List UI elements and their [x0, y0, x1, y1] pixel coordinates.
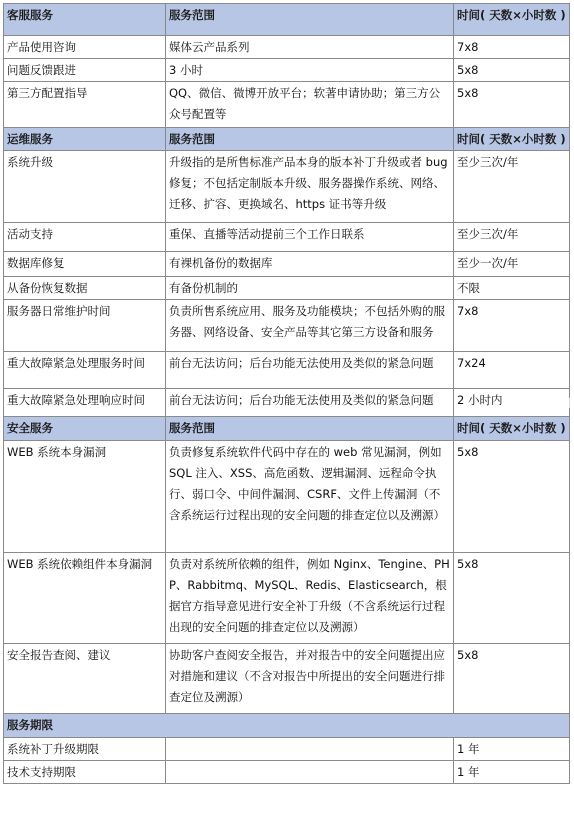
service-name-cell: WEB 系统本身漏洞: [4, 441, 166, 553]
section-header-security-service: [4, 417, 570, 441]
table-row: [4, 277, 570, 300]
section-header-ops-service: [4, 128, 570, 151]
header-cell-time: 时间( 天数×小时数 ): [454, 417, 570, 441]
service-name-cell: WEB 系统依赖组件本身漏洞: [4, 553, 166, 644]
service-name-cell: 第三方配置指导: [4, 82, 166, 128]
service-scope-cell: 3 小时: [166, 59, 454, 82]
term-name-cell: 技术支持期限: [4, 761, 166, 784]
service-time-cell: 7x24: [454, 352, 570, 389]
term-name-cell: 系统补丁升级期限: [4, 738, 166, 761]
service-name-cell: 服务器日常维护时间: [4, 300, 166, 352]
table-row: [4, 761, 570, 784]
service-scope-cell: 媒体云产品系列: [166, 36, 454, 59]
header-cell-time: 时间( 天数×小时数 ): [454, 4, 570, 36]
service-name-cell: 系统升级: [4, 151, 166, 223]
table-row: [4, 151, 570, 223]
term-duration-cell: 1 年: [454, 761, 570, 784]
service-time-cell: 5x8: [454, 441, 570, 553]
header-cell-service-name: 运维服务: [4, 128, 166, 151]
table-row: [4, 441, 570, 553]
service-time-cell: 至少三次/年: [454, 151, 570, 223]
table-row: [4, 738, 570, 761]
service-scope-cell: 协助客户查阅安全报告，并对报告中的安全问题提出应对措施和建议（不含对报告中所提出的安全问题进行排查定位及溯源）: [166, 644, 454, 714]
service-name-cell: 安全报告查阅、建议: [4, 644, 166, 714]
table-row: [4, 59, 570, 82]
service-time-cell: 至少一次/年: [454, 252, 570, 277]
header-cell-scope: 服务范围: [166, 4, 454, 36]
service-name-cell: 重大故障紧急处理服务时间: [4, 352, 166, 389]
scroll-marker: [569, 398, 573, 408]
service-time-cell: 至少三次/年: [454, 223, 570, 252]
service-scope-cell: 前台无法访问；后台功能无法使用及类似的紧急问题: [166, 352, 454, 389]
table-row: [4, 82, 570, 128]
service-time-cell: 7x8: [454, 36, 570, 59]
term-duration-cell: 1 年: [454, 738, 570, 761]
service-time-cell: 2 小时内: [454, 389, 570, 417]
header-cell-service-name: 客服服务: [4, 4, 166, 36]
table-row: [4, 300, 570, 352]
service-scope-cell: 有备份机制的: [166, 277, 454, 300]
header-cell-scope: 服务范围: [166, 128, 454, 151]
table-row: [4, 252, 570, 277]
service-name-cell: 问题反馈跟进: [4, 59, 166, 82]
service-time-cell: 7x8: [454, 300, 570, 352]
service-scope-cell: 升级指的是所售标准产品本身的版本补丁升级或者 bug 修复；不包括定制版本升级、服务器操作系统、网络、迁移、扩容、更换域名、https 证书等升级: [166, 151, 454, 223]
header-cell-time: 时间( 天数×小时数 ): [454, 128, 570, 151]
section-header-customer-service: [4, 4, 570, 36]
section-header-service-term: [4, 714, 570, 738]
table-row: [4, 223, 570, 252]
header-cell-scope: 服务范围: [166, 417, 454, 441]
header-cell-service-name: 安全服务: [4, 417, 166, 441]
table-row: [4, 553, 570, 644]
service-scope-cell: 负责修复系统软件代码中存在的 web 常见漏洞，例如 SQL 注入、XSS、高危函数、逻辑漏洞、远程命令执行、弱口令、中间件漏洞、CSRF、文件上传漏洞（不含系统运行过程出现的安全问题的排查定位以及溯源）: [166, 441, 454, 553]
service-time-cell: 5x8: [454, 82, 570, 128]
service-scope-cell: 负责所售系统应用、服务及功能模块；不包括外购的服务器、网络设备、安全产品等其它第三方设备和服务: [166, 300, 454, 352]
service-time-cell: 5x8: [454, 553, 570, 644]
service-scope-cell: 重保、直播等活动提前三个工作日联系: [166, 223, 454, 252]
table-row: [4, 644, 570, 714]
table-row: [4, 389, 570, 417]
service-scope-cell: 前台无法访问；后台功能无法使用及类似的紧急问题: [166, 389, 454, 417]
term-scope-cell: [166, 738, 454, 761]
header-cell-service-term: 服务期限: [4, 714, 570, 738]
table-row: [4, 352, 570, 389]
service-time-cell: 5x8: [454, 644, 570, 714]
service-name-cell: 重大故障紧急处理响应时间: [4, 389, 166, 417]
service-time-cell: 5x8: [454, 59, 570, 82]
service-scope-cell: 负责对系统所依赖的组件，例如 Nginx、Tengine、PHP、Rabbitmq、MySQL、Redis、Elasticsearch，根据官方指导意见进行安全补丁升级（不含系统运行过程出现的安全问题的排查定位以及溯源）: [166, 553, 454, 644]
service-time-cell: 不限: [454, 277, 570, 300]
table-row: [4, 36, 570, 59]
service-name-cell: 产品使用咨询: [4, 36, 166, 59]
service-name-cell: 活动支持: [4, 223, 166, 252]
service-table: [3, 3, 570, 784]
service-scope-cell: QQ、微信、微博开放平台；软著申请协助；第三方公众号配置等: [166, 82, 454, 128]
service-name-cell: 数据库修复: [4, 252, 166, 277]
service-scope-cell: 有裸机备份的数据库: [166, 252, 454, 277]
service-name-cell: 从备份恢复数据: [4, 277, 166, 300]
term-scope-cell: [166, 761, 454, 784]
